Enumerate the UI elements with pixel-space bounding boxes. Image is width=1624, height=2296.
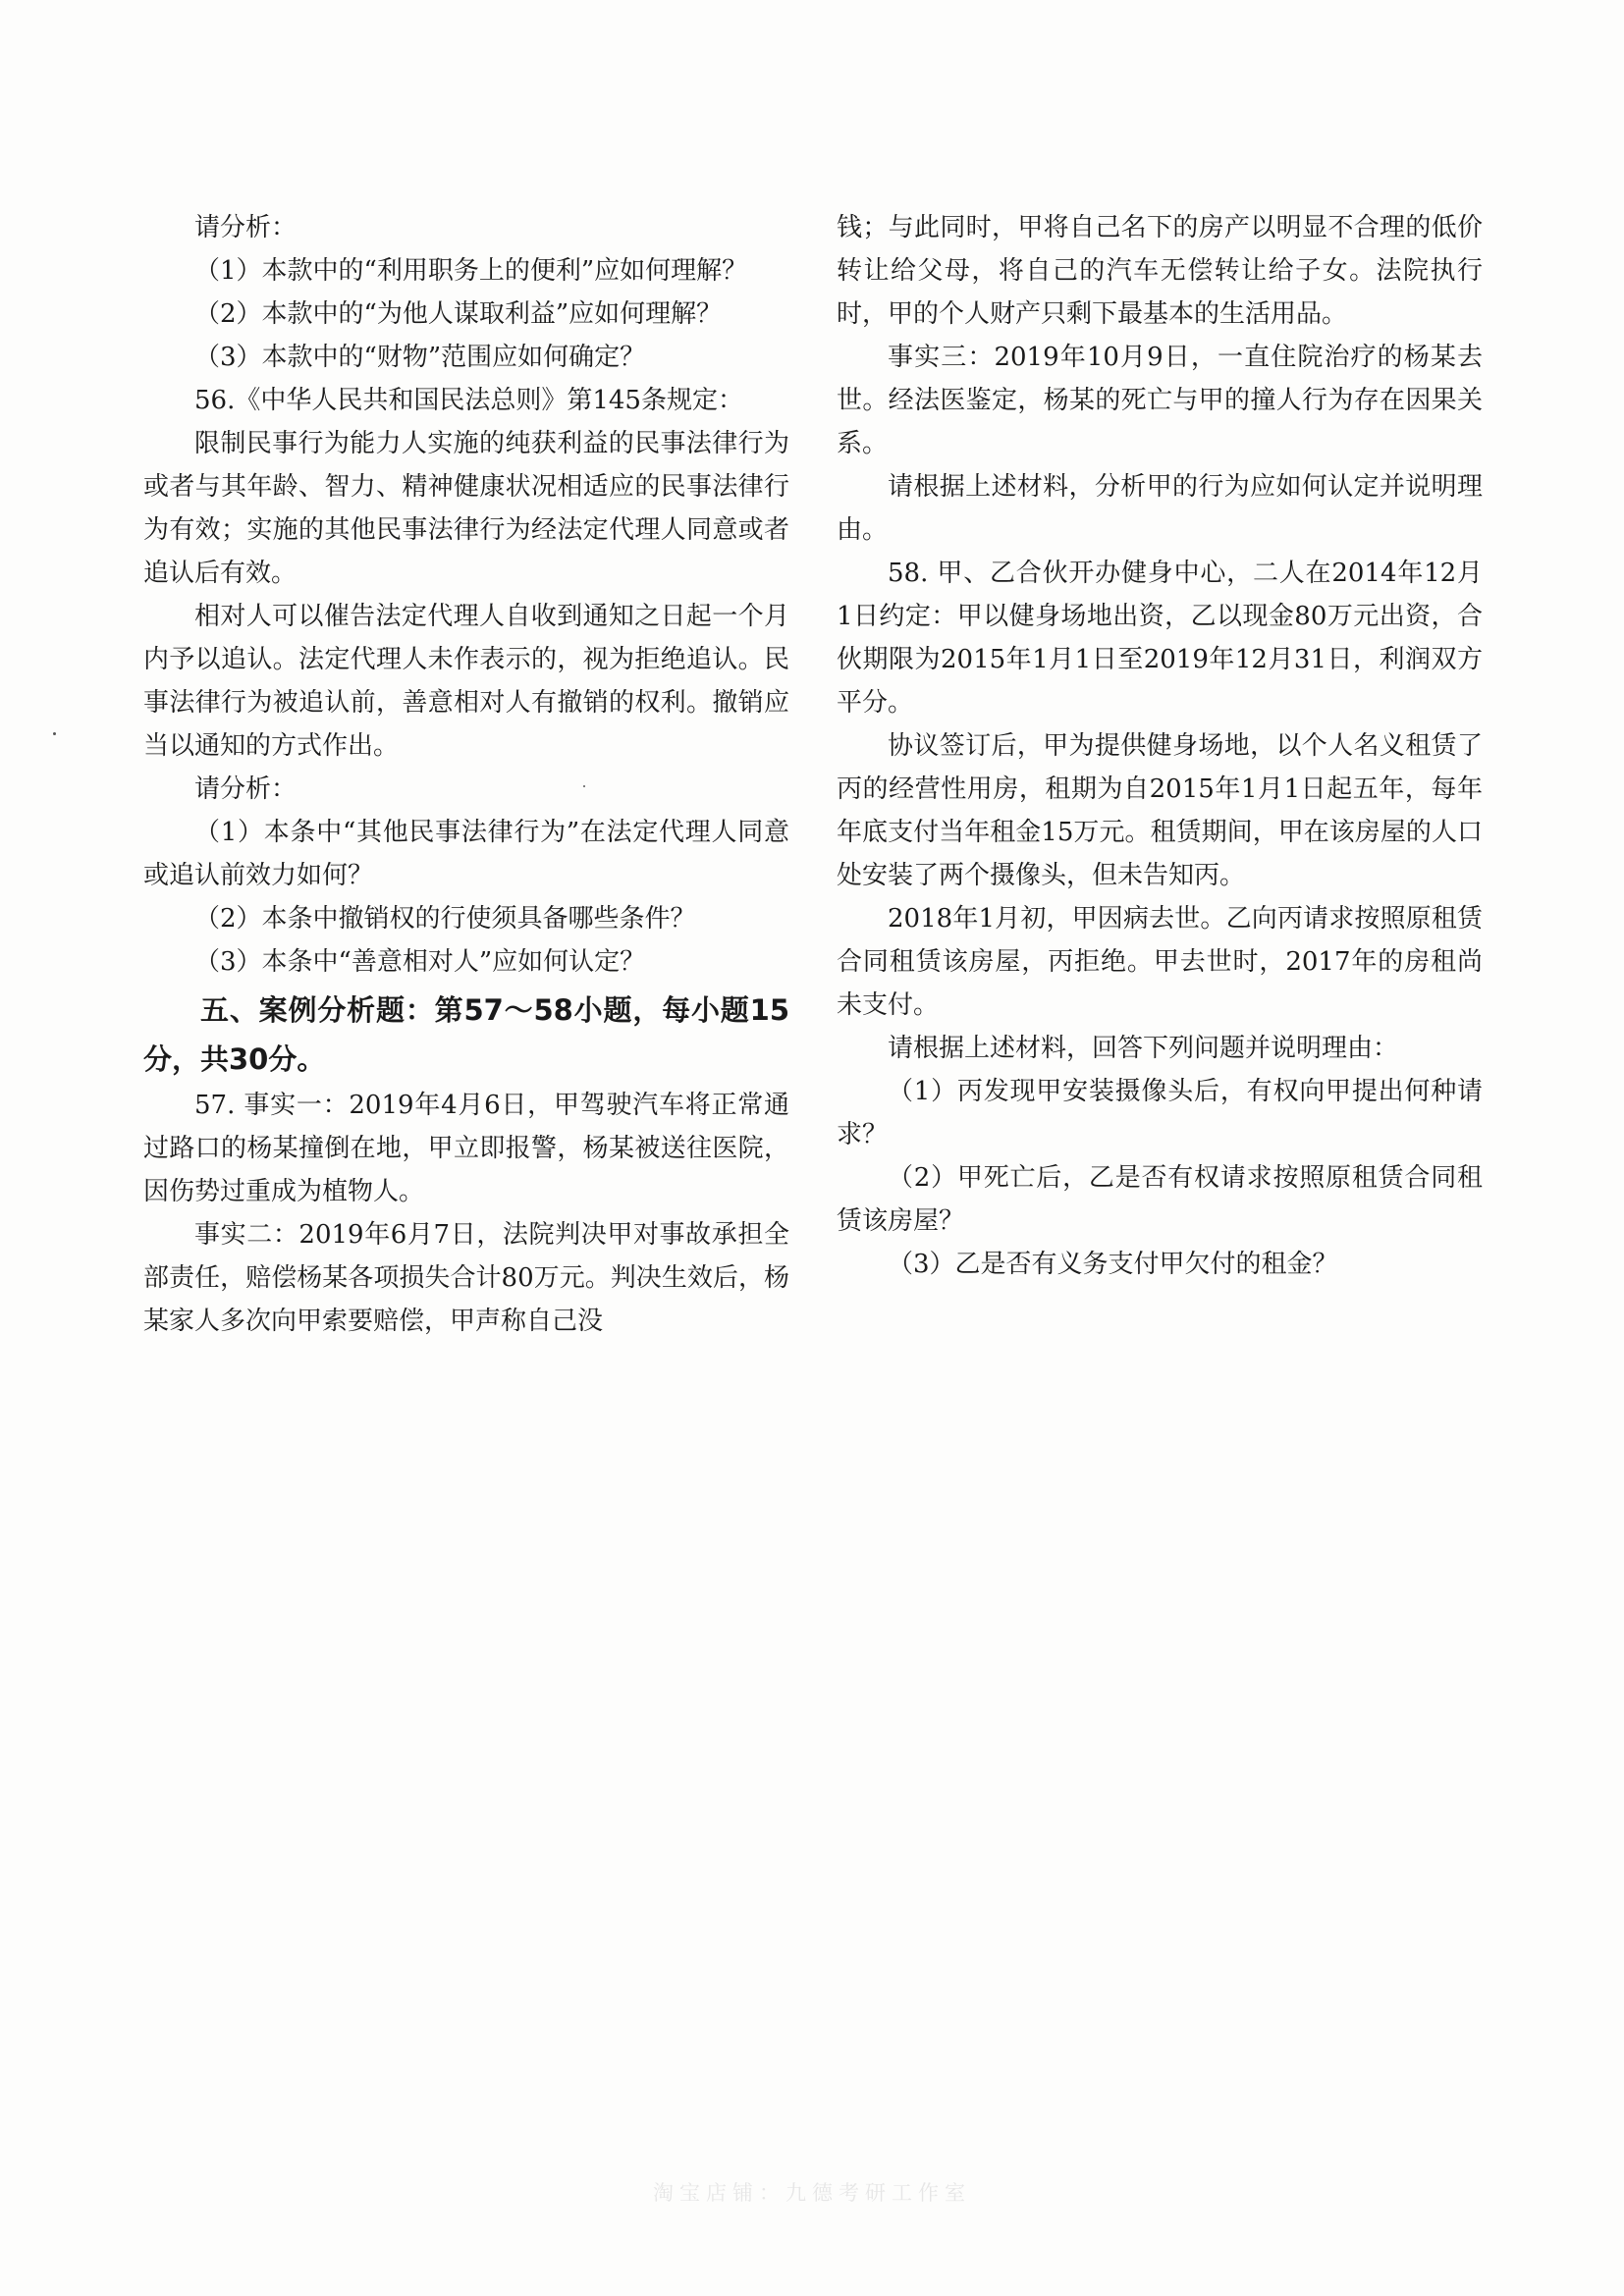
scan-speck — [53, 732, 56, 735]
q58-item-2: （2）甲死亡后，乙是否有权请求按照原租赁合同租赁该房屋？ — [837, 1163, 1483, 1236]
q56-item-2: （2）本条中撤销权的行使须具备哪些条件？ — [194, 904, 696, 934]
q55-item-1: （1）本款中的“利用职务上的便利”应如何理解？ — [194, 256, 748, 286]
q57-question: 请根据上述材料，分析甲的行为应如何认定并说明理由。 — [837, 472, 1483, 545]
q56-paragraph-1: 限制民事行为能力人实施的纯获利益的民事法律行为或者与其年龄、智力、精神健康状况相适应的民事法律行为有效；实施的其他民事法律行为经法定代理人同意或者追认后有效。 — [143, 429, 789, 588]
q58-item-1: （1）丙发现甲安装摄像头后，有权向甲提出何种请求？ — [837, 1077, 1483, 1149]
q55-item-3: （3）本款中的“财物”范围应如何确定？ — [194, 343, 646, 372]
q57-fact-3: 事实三：2019年10月9日，一直住院治疗的杨某去世。经法医鉴定，杨某的死亡与甲的撞人行为存在因果关系。 — [837, 343, 1483, 458]
q55-analysis-prompt: 请分析： — [194, 213, 298, 242]
q57-fact-1: 57. 事实一：2019年4月6日，甲驾驶汽车将正常通过路口的杨某撞倒在地，甲立即报警，杨某被送往医院，因伤势过重成为植物人。 — [143, 1091, 789, 1206]
right-column — [837, 206, 1483, 1286]
q58-paragraph-2: 协议签订后，甲为提供健身场地，以个人名义租赁了丙的经营性用房，租期为自2015年1月1日起五年，每年年底支付当年租金15万元。租赁期间，甲在该房屋的人口处安装了两个摄像头，但未告知丙。 — [837, 731, 1483, 890]
scan-speck — [583, 785, 585, 787]
q58-prompt: 请根据上述材料，回答下列问题并说明理由： — [888, 1034, 1399, 1063]
q56-item-3: （3）本条中“善意相对人”应如何认定？ — [194, 947, 646, 977]
left-column — [143, 206, 789, 1343]
q58-intro: 58. 甲、乙合伙开办健身中心，二人在2014年12月1日约定：甲以健身场地出资，乙以现金80万元出资，合伙期限为2015年1月1日至2019年12月31日，利润双方平分。 — [837, 559, 1483, 718]
q56-item-1: （1）本条中“其他民事法律行为”在法定代理人同意或追认前效力如何？ — [143, 818, 789, 890]
q56-analysis-prompt: 请分析： — [194, 774, 298, 804]
q56-intro: 56.《中华人民共和国民法总则》第145条规定： — [194, 386, 743, 415]
q58-item-3: （3）乙是否有义务支付甲欠付的租金？ — [888, 1250, 1338, 1279]
q57-fact-2-continued: 钱；与此同时，甲将自己名下的房产以明显不合理的低价转让给父母，将自己的汽车无偿转让给子女。法院执行时，甲的个人财产只剩下最基本的生活用品。 — [837, 213, 1483, 329]
q56-paragraph-2: 相对人可以催告法定代理人自收到通知之日起一个月内予以追认。法定代理人未作表示的，视为拒绝追认。民事法律行为被追认前，善意相对人有撤销的权利。撤销应当以通知的方式作出。 — [143, 602, 789, 761]
q55-item-2: （2）本款中的“为他人谋取利益”应如何理解？ — [194, 299, 723, 329]
q57-fact-2: 事实二：2019年6月7日，法院判决甲对事故承担全部责任，赔偿杨某各项损失合计80万元。判决生效后，杨某家人多次向甲索要赔偿，甲声称自己没 — [143, 1220, 789, 1336]
q58-paragraph-3: 2018年1月初，甲因病去世。乙向丙请求按照原租赁合同租赁该房屋，丙拒绝。甲去世时，2017年的房租尚未支付。 — [837, 904, 1483, 1020]
footer-watermark: 淘宝店铺：九德考研工作室 — [653, 2181, 971, 2205]
section-five-heading: 五、案例分析题：第57～58小题，每小题15分，共30分。 — [143, 993, 789, 1076]
